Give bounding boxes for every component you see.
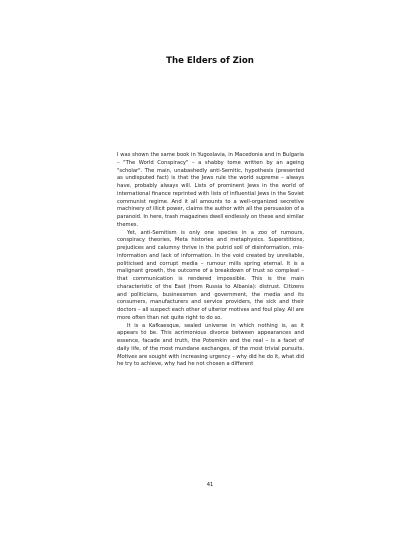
paragraph-3-tail: are sought with increasing urgency – why did he do it, what did he try to achieve, why had he not chosen a different: [117, 353, 304, 368]
body-text: [117, 152, 304, 369]
page-title: The Elders of Zion: [166, 56, 254, 66]
italic-motives: Motives: [117, 353, 138, 360]
paragraph-1: I was shown the same book in Yugoslavia, in Macedonia and in Bulgaria – "The World Conspiracy" – a shabby tome written by an ageing "scholar". The main, unabashedly anti-Semitic, hypothesis (presented as undisputed fact) is that the Jews rule the world supreme – always have, probably always will. Lists of prominent Jews in the world of international finance reprinted with lists of influential Jews in the Soviet communist regime. And it all amounts to a well-organized secretive machinery of illicit power, claims the author with all the persuasion of a paranoid. In here, trash magazines dwell endlessly on these and similar themes.: [117, 152, 304, 228]
paragraph-3: [117, 323, 304, 370]
page-number: 41: [206, 482, 214, 488]
paragraph-3-text: It is a Kafkaesque, sealed universe in which nothing is, as it appears to be. This acrimonious divorce between appearances and essence, facade and truth, the Potemkin and the real – is a facet of daily life, of the most mundane exchanges, of the most trivial pursuits.: [117, 322, 304, 352]
paragraph-2: Yet, anti-Semitism is only one species in a zoo of rumours, conspiracy theories, Meta histories and metaphysics. Superstitions, prejudices and calumny thrive in the putrid soil of disinformation, mis-information and lack of information. In the void created by unreliable, politicised and corrupt media – rumour mills spring eternal. It is a malignant growth, the outcome of a breakdown of trust so compleat – that communication is rendered impossible. This is the main characteristic of the East (from Russia to Albania): distrust. Citizens and politicians, businessmen and government, the media and its consumers, manufacturers and service providers, the sick and their doctors – all suspect each other of ulterior motives and foul play. All are more often than not quite right to do so.: [117, 229, 304, 321]
